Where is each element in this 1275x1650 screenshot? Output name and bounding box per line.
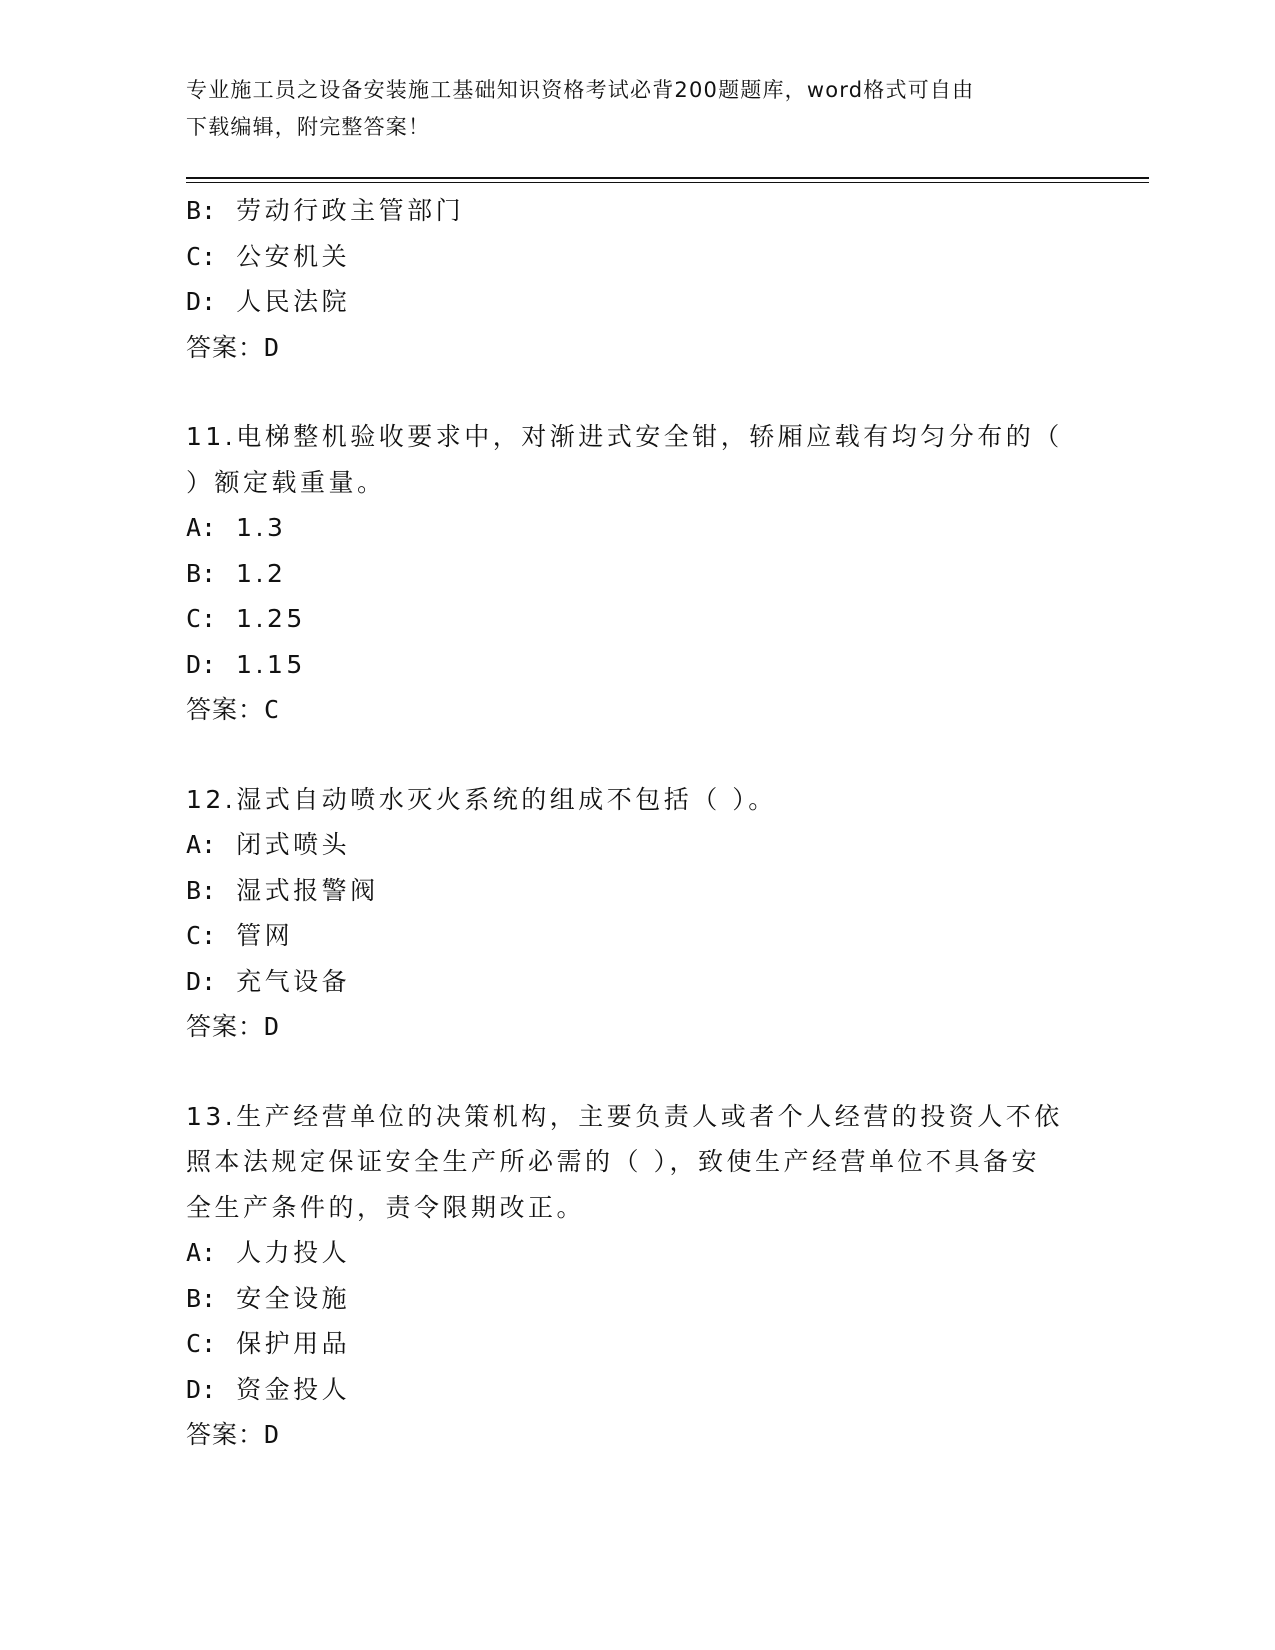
- option-text: 1.2: [236, 558, 287, 588]
- option-text: 闭式喷头: [236, 830, 351, 859]
- option-b: [186, 551, 1066, 597]
- question-stem-line: 12.湿式自动喷水灭火系统的组成不包括（ ）。: [186, 784, 777, 814]
- option-label: C:: [186, 921, 217, 950]
- option-b: [186, 1276, 1066, 1322]
- option-label: B:: [186, 196, 217, 225]
- answer-value: D: [264, 1420, 281, 1449]
- option-text: 1.25: [236, 604, 306, 633]
- option-d: [186, 959, 1066, 1005]
- option-label: B:: [186, 1283, 217, 1313]
- option-text: 安全设施: [236, 1283, 351, 1313]
- answer-label: 答案：: [186, 1012, 265, 1041]
- answer-label: 答案：: [186, 332, 265, 362]
- option-label: A:: [186, 513, 217, 542]
- option-b: [186, 868, 1066, 914]
- question-stem-line: 13.生产经营单位的决策机构，主要负责人或者个人经营的投资人不依: [186, 1101, 1063, 1131]
- question-13: [186, 1094, 1066, 1458]
- option-label: C:: [186, 604, 217, 633]
- answer-label: 答案：: [186, 1420, 265, 1449]
- option-text: 湿式报警阀: [236, 875, 379, 905]
- option-label: D:: [186, 966, 217, 996]
- question-stem-line: 全生产条件的，责令限期改正。: [186, 1192, 586, 1222]
- option-text: 管网: [236, 921, 294, 950]
- option-label: C:: [186, 1329, 217, 1358]
- header-line-2: 下载编辑，附完整答案！: [186, 115, 431, 139]
- option-text: 劳动行政主管部门: [236, 196, 465, 225]
- answer-line: [186, 1004, 1066, 1050]
- option-label: D:: [186, 1374, 217, 1404]
- option-text: 人民法院: [236, 287, 351, 316]
- carryover-block: [186, 188, 1066, 370]
- question-11: [186, 414, 1066, 733]
- answer-value: C: [264, 695, 281, 724]
- option-label: A:: [186, 830, 217, 859]
- answer-label: 答案：: [186, 695, 265, 724]
- answer-line: [186, 1412, 1066, 1458]
- option-label: B:: [186, 875, 217, 905]
- question-stem-line: 照本法规定保证安全生产所必需的（ ），致使生产经营单位不具备安: [186, 1147, 1040, 1176]
- option-text: 人力投人: [236, 1238, 351, 1267]
- option-c: [186, 596, 1066, 642]
- header-divider: [186, 177, 1149, 179]
- header-line-1: 专业施工员之设备安装施工基础知识资格考试必背200题题库，word格式可自由: [186, 78, 975, 102]
- document-header: [186, 72, 1066, 146]
- question-stem-line: ）额定载重量。: [186, 467, 386, 497]
- option-c: [186, 913, 1066, 959]
- option-c: [186, 1321, 1066, 1367]
- answer-line: [186, 687, 1066, 733]
- header-divider-thin: [186, 182, 1149, 183]
- option-text: 资金投人: [236, 1374, 351, 1404]
- option-a: [186, 505, 1066, 551]
- option-b: [186, 188, 1066, 234]
- option-text: 公安机关: [236, 241, 351, 271]
- option-label: D:: [186, 287, 217, 316]
- option-label: B:: [186, 558, 217, 588]
- question-stem-line: 11.电梯整机验收要求中，对渐进式安全钳，轿厢应载有均匀分布的（: [186, 422, 1063, 451]
- option-text: 保护用品: [236, 1329, 351, 1358]
- option-label: D:: [186, 649, 217, 679]
- option-c: [186, 234, 1066, 280]
- option-d: [186, 1367, 1066, 1413]
- option-label: C:: [186, 241, 217, 271]
- answer-value: D: [264, 332, 281, 362]
- option-a: [186, 822, 1066, 868]
- option-text: 充气设备: [236, 966, 351, 996]
- question-list: [186, 188, 1066, 1458]
- option-text: 1.15: [236, 649, 306, 679]
- option-d: [186, 279, 1066, 325]
- option-label: A:: [186, 1238, 217, 1267]
- option-a: [186, 1230, 1066, 1276]
- answer-line: [186, 325, 1066, 371]
- answer-value: D: [264, 1012, 281, 1041]
- option-d: [186, 642, 1066, 688]
- option-text: 1.3: [236, 513, 287, 542]
- question-12: [186, 777, 1066, 1050]
